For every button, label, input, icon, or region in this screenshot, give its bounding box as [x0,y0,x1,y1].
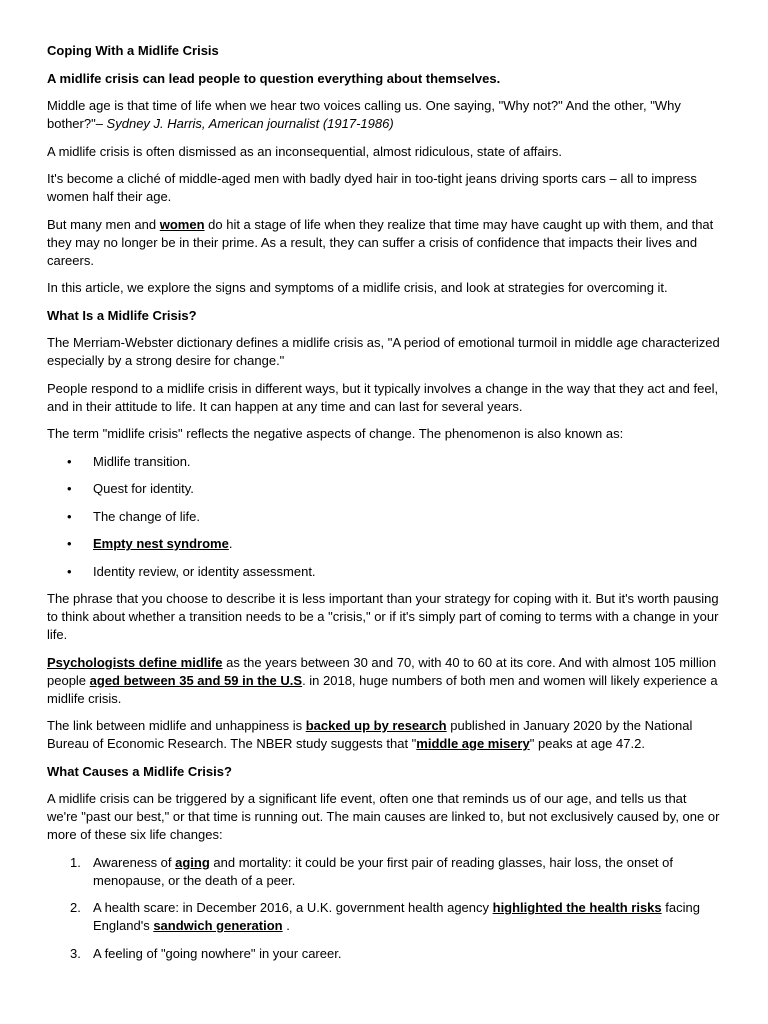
aged-between-link[interactable]: aged between 35 and 59 in the U.S [89,672,303,688]
list-item-text: Awareness of [93,854,176,870]
list-item-text: Quest for identity. [93,481,194,496]
list-item [47,563,720,581]
list-item [47,480,720,498]
alternate-names-list [47,453,720,581]
intro-p3-text-after: do hit a stage of life when they realize that time may have caught up with them, and that they may no longer be in their prime. As a result, they can suffer a crisis of confidence that impacts their lives and careers. [47,216,714,268]
list-item-text: Identity review, or identity assessment. [93,563,316,579]
list-item-text: . [282,918,290,933]
list-item [47,899,720,935]
definition-paragraph: The Merriam-Webster dictionary defines a midlife crisis as, "A period of emotional turmoil in middle age characterized especially by a strong desire for change." [47,335,720,368]
list-number: 1. [70,854,81,870]
psychologists-define-midlife-link[interactable]: Psychologists define midlife [47,654,223,670]
research-paragraph [47,717,720,753]
research-text-mid: published in January 2020 by the National Bureau of Economic Research. The NBER study suggests that " [47,718,693,751]
quote-attribution: – Sydney J. Harris, American journalist (1917-1986) [95,116,394,131]
sandwich-generation-link[interactable]: sandwich generation [153,918,283,933]
list-item-text: A feeling of "going nowhere" in your career. [93,945,342,961]
bullet-icon: • [67,536,72,551]
section-heading-what-is: What Is a Midlife Crisis? [47,307,197,323]
causes-list [47,854,720,963]
empty-nest-syndrome-link[interactable]: Empty nest syndrome [93,536,229,551]
list-item [47,508,720,526]
middle-age-misery-link[interactable]: middle age misery [416,736,530,751]
backed-up-by-research-link[interactable]: backed up by research [305,718,447,733]
causes-paragraph: A midlife crisis can be triggered by a significant life event, often one that reminds us of our age, and tells us that we're "past our best," or that time is running out. The main causes are linked to, but not exclusively caused by, one or more of these six life changes: [47,791,720,842]
list-item [47,453,720,471]
quote-text: Middle age is that time of life when we hear two voices calling us. One saying, "Why not?" And the other, "Why bother?" [47,98,681,131]
list-item-text: The change of life. [93,508,200,524]
intro-paragraph-4: In this article, we explore the signs and symptoms of a midlife crisis, and look at strategies for overcoming it. [47,280,668,295]
intro-paragraph-3 [47,216,720,270]
page-title: Coping With a Midlife Crisis [47,43,219,58]
psychologists-text-after: . in 2018, huge numbers of both men and women will likely experience a midlife crisis. [47,672,718,706]
bullet-icon: • [67,563,72,579]
psychologists-paragraph [47,654,720,708]
section-heading-what-causes: What Causes a Midlife Crisis? [47,763,232,779]
page-subtitle: A midlife crisis can lead people to question everything about themselves. [47,70,501,86]
list-item-text: and mortality: it could be your first pair of reading glasses, hair loss, the onset of menopause, or the death of a peer. [93,854,673,888]
intro-paragraph-1: A midlife crisis is often dismissed as an inconsequential, almost ridiculous, state of affairs. [47,143,562,159]
list-item-text: facing England's [93,900,700,933]
list-number: 2. [70,900,81,915]
quote-paragraph [47,97,720,133]
term-paragraph: The term "midlife crisis" reflects the negative aspects of change. The phenomenon is also known as: [47,426,624,441]
research-text-after: " peaks at age 47.2. [529,736,645,751]
intro-paragraph-2: It's become a cliché of middle-aged men with badly dyed hair in too-tight jeans driving sports cars – all to impress women half their age. [47,171,697,204]
list-item-text: A health scare: in December 2016, a U.K. government health agency [93,900,493,915]
list-item [47,535,720,553]
list-number: 3. [70,945,81,961]
list-item-text: . [228,536,233,551]
women-link[interactable]: women [159,216,205,232]
list-item [47,854,720,890]
phrase-paragraph: The phrase that you choose to describe it is less important than your strategy for coping with it. But it's worth pausing to think about whether a transition needs to be a "crisis," or if it's simply part of coming to terms with a change in your life. [47,591,719,642]
intro-p3-text-before: But many men and [47,216,160,232]
bullet-icon: • [67,481,72,496]
research-text-before: The link between midlife and unhappiness is [47,718,306,733]
bullet-icon: • [67,453,72,469]
aging-link[interactable]: aging [175,854,210,870]
bullet-icon: • [67,508,72,524]
responses-paragraph: People respond to a midlife crisis in different ways, but it typically involves a change in the way that they act and feel, and in their attitude to life. It can happen at any time and can last for several years. [47,380,719,414]
highlighted-health-risks-link[interactable]: highlighted the health risks [492,900,662,915]
psychologists-text: as the years between 30 and 70, with 40 to 60 at its core. And with almost 105 million people [47,654,717,688]
list-item [47,945,720,963]
list-item-text: Midlife transition. [93,453,191,469]
